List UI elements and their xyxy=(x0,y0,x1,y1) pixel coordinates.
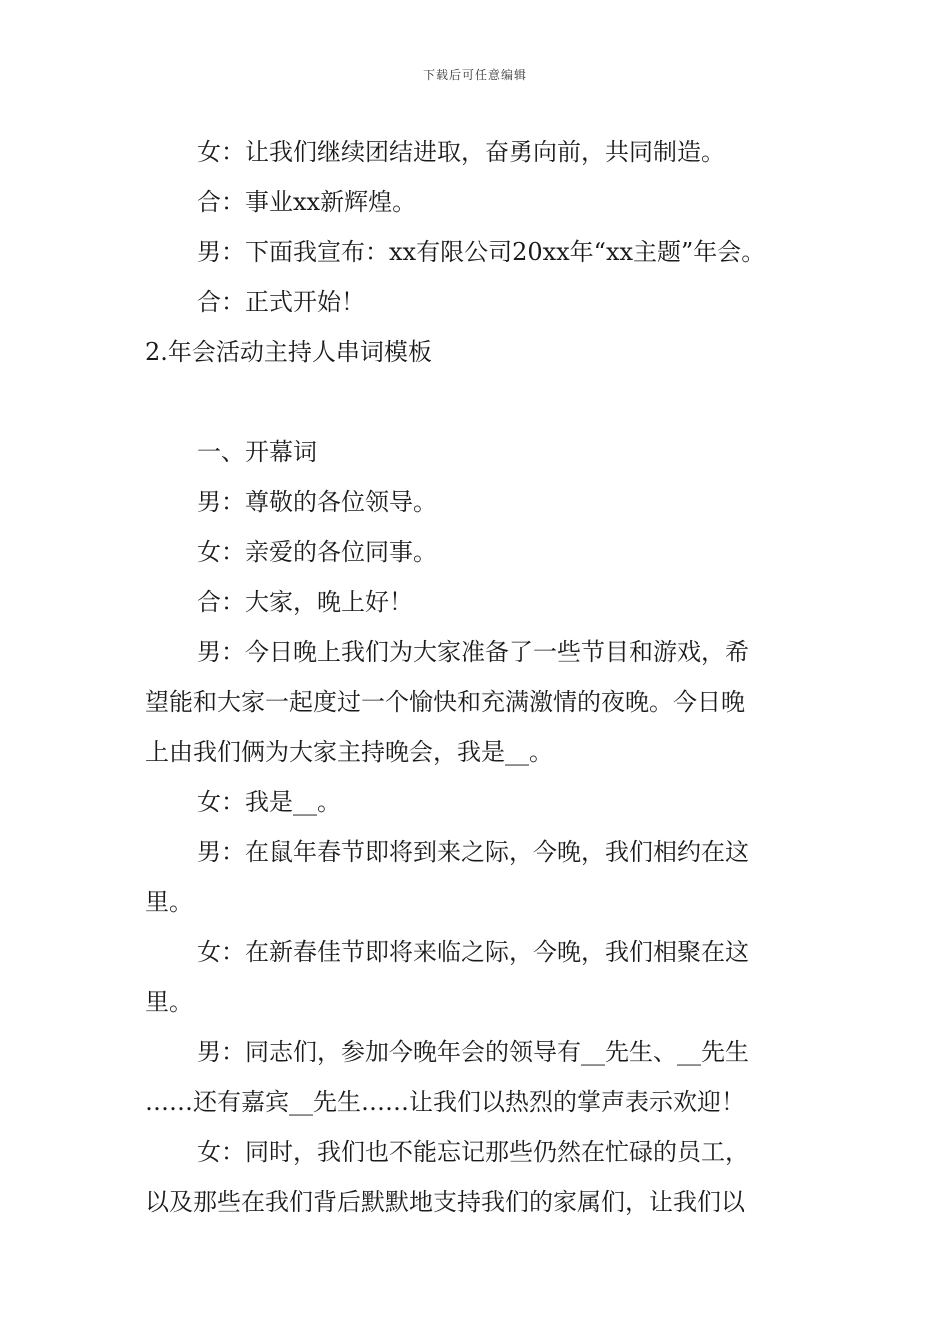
paragraph-line: 里。 xyxy=(145,988,193,1016)
paragraph-line: 女：让我们继续团结进取，奋勇向前，共同制造。 xyxy=(197,138,725,166)
page-header: 下载后可任意编辑 xyxy=(422,68,527,82)
paragraph-line: 男：下面我宣布：xx有限公司20xx年“xx主题”年会。 xyxy=(197,238,766,266)
paragraph-line: 女：亲爱的各位同事。 xyxy=(197,538,437,566)
subsection-heading: 一、开幕词 xyxy=(197,438,317,466)
paragraph-line: 合：正式开始！ xyxy=(197,288,365,316)
paragraph-line: 望能和大家一起度过一个愉快和充满激情的夜晚。今日晚 xyxy=(145,688,745,716)
paragraph-line: 男：今日晚上我们为大家准备了一些节目和游戏，希 xyxy=(197,638,749,666)
paragraph-line: 里。 xyxy=(145,888,193,916)
paragraph-line: 女：同时，我们也不能忘记那些仍然在忙碌的员工， xyxy=(197,1138,749,1166)
paragraph-line: ……还有嘉宾__先生……让我们以热烈的掌声表示欢迎！ xyxy=(145,1088,745,1116)
section-heading: 2.年会活动主持人串词模板 xyxy=(145,338,432,366)
paragraph-line: 男：在鼠年春节即将到来之际，今晚，我们相约在这 xyxy=(197,838,749,866)
paragraph-line: 女：我是__。 xyxy=(197,788,341,816)
paragraph-line: 女：在新春佳节即将来临之际，今晚，我们相聚在这 xyxy=(197,938,749,966)
paragraph-line: 男：同志们，参加今晚年会的领导有__先生、__先生 xyxy=(197,1038,749,1066)
paragraph-line: 男：尊敬的各位领导。 xyxy=(197,488,437,516)
paragraph-line: 以及那些在我们背后默默地支持我们的家属们，让我们以 xyxy=(145,1188,745,1216)
paragraph-line: 合：大家，晚上好！ xyxy=(197,588,413,616)
blank-line xyxy=(145,377,815,427)
paragraph-line: 合：事业xx新辉煌。 xyxy=(197,188,417,216)
document-body xyxy=(145,127,815,1227)
paragraph-line: 上由我们俩为大家主持晚会，我是__。 xyxy=(145,738,553,766)
